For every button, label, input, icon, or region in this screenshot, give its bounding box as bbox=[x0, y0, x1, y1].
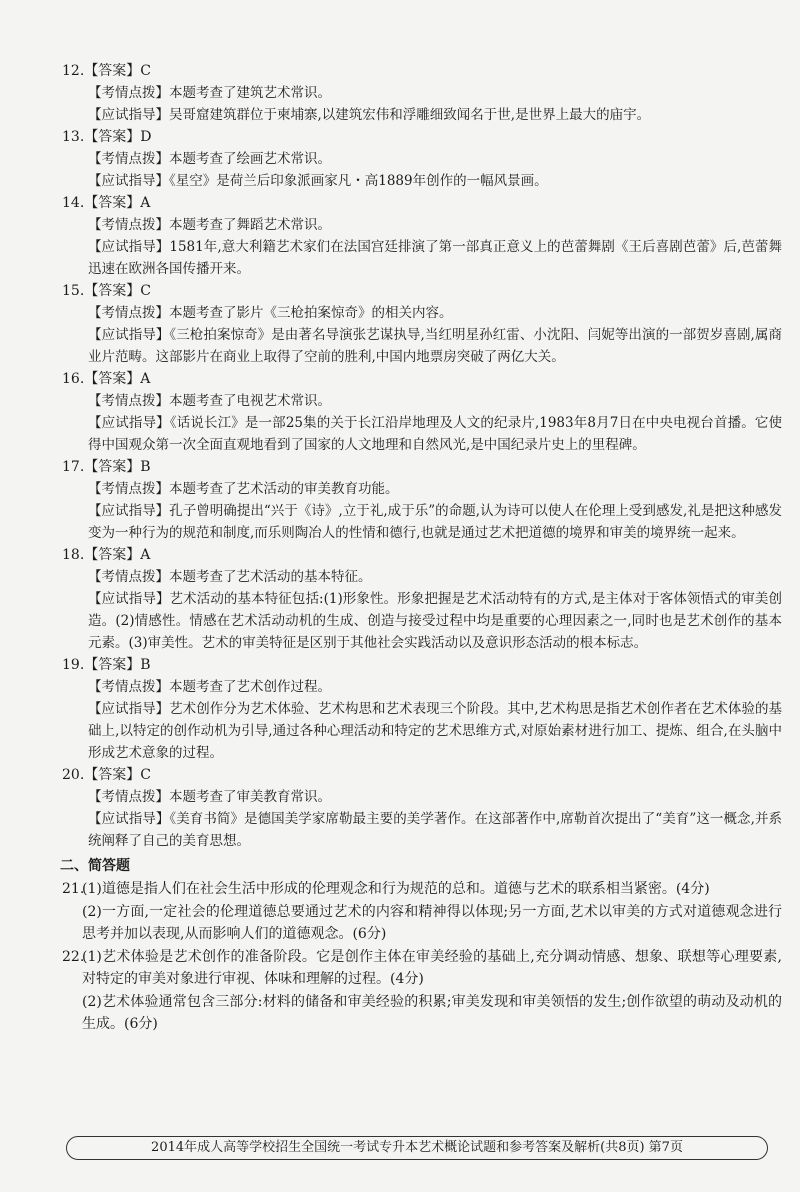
exam-points: 【考情点拨】本题考查了舞蹈艺术常识。 bbox=[88, 217, 331, 233]
section-title: 二、简答题 bbox=[60, 858, 130, 874]
answer: 【答案】B bbox=[84, 459, 151, 475]
exam-points: 【考情点拨】本题考查了艺术创作过程。 bbox=[88, 679, 331, 695]
exam-guide: 【应试指导】孔子曾明确提出“兴于《诗》,立于礼,成于乐”的命题,认为诗可以使人在伦理上受到感发,礼是把这种感发变为一种行为的规范和制度,而乐则陶冶人的性情和德行,也就是通过艺术把道德的境界和审美的境界统一起来。 bbox=[88, 503, 782, 541]
exam-guide: 【应试指导】吴哥窟建筑群位于柬埔寨,以建筑宏伟和浮雕细致闻名于世,是世界上最大的庙宇。 bbox=[88, 107, 651, 123]
question-number: 21. bbox=[62, 881, 85, 897]
page-footer: 2014年成人高等学校招生全国统一考试专升本艺术概论试题和参考答案及解析(共8页) 第7页 bbox=[66, 1136, 768, 1160]
answer-part: (2)艺术体验通常包含三部分:材料的储备和审美经验的积累;审美发现和审美领悟的发生;创作欲望的萌动及动机的生成。(6分) bbox=[82, 993, 782, 1032]
exam-points: 【考情点拨】本题考查了建筑艺术常识。 bbox=[88, 85, 331, 101]
exam-guide: 【应试指导】艺术创作分为艺术体验、艺术构思和艺术表现三个阶段。其中,艺术构思是指艺术创作者在艺术体验的基础上,以特定的创作动机为引导,通过各种心理活动和特定的艺术思维方式,对原始素材进行加工、提炼、组合,在头脑中形成艺术意象的过程。 bbox=[88, 701, 783, 761]
question-15 bbox=[62, 280, 782, 368]
exam-guide: 【应试指导】《三枪拍案惊奇》是由著名导演张艺谋执导,当红明星孙红雷、小沈阳、闫妮等出演的一部贺岁喜剧,属商业片范畴。这部影片在商业上取得了空前的胜利,中国内地票房突破了两亿大关。 bbox=[88, 327, 782, 365]
question-16 bbox=[62, 368, 782, 456]
exam-guide: 【应试指导】《话说长江》是一部25集的关于长江沿岸地理及人文的纪录片,1983年8月7日在中央电视台首播。它使得中国观众第一次全面直观地看到了国家的人文地理和自然风光,是中国纪录片史上的里程碑。 bbox=[88, 415, 782, 453]
question-20 bbox=[62, 764, 782, 852]
exam-points: 【考情点拨】本题考查了影片《三枪拍案惊奇》的相关内容。 bbox=[88, 305, 453, 321]
answer: 【答案】C bbox=[84, 767, 151, 783]
exam-guide: 【应试指导】《星空》是荷兰后印象派画家凡・高1889年创作的一幅风景画。 bbox=[88, 173, 548, 189]
answer-part: (2)一方面,一定社会的伦理道德总要通过艺术的内容和精神得以体现;另一方面,艺术以审美的方式对道德观念进行思考并加以表现,从而影响人们的道德观念。(6分) bbox=[82, 903, 782, 942]
question-number: 16. bbox=[62, 371, 85, 387]
exam-guide: 【应试指导】《美育书简》是德国美学家席勒最主要的美学著作。在这部著作中,席勒首次提出了“美育”这一概念,并系统阐释了自己的美育思想。 bbox=[88, 811, 783, 849]
question-19 bbox=[62, 654, 782, 764]
exam-points: 【考情点拨】本题考查了艺术活动的基本特征。 bbox=[88, 569, 372, 585]
short-answer-22 bbox=[62, 946, 782, 1036]
answer: 【答案】A bbox=[84, 547, 151, 563]
question-18 bbox=[62, 544, 782, 654]
question-number: 15. bbox=[62, 283, 85, 299]
answer: 【答案】C bbox=[84, 283, 151, 299]
exam-points: 【考情点拨】本题考查了绘画艺术常识。 bbox=[88, 151, 331, 167]
answer-part: (1)艺术体验是艺术创作的准备阶段。它是创作主体在审美经验的基础上,充分调动情感、想象、联想等心理要素,对特定的审美对象进行审视、体味和理解的过程。(4分) bbox=[82, 948, 782, 987]
answer: 【答案】C bbox=[84, 63, 151, 79]
answer-part: (1)道德是指人们在社会生活中形成的伦理观念和行为规范的总和。道德与艺术的联系相当紧密。(4分) bbox=[82, 881, 710, 897]
answer: 【答案】A bbox=[84, 195, 151, 211]
question-12 bbox=[62, 60, 782, 126]
exam-points: 【考情点拨】本题考查了审美教育常识。 bbox=[88, 789, 331, 805]
question-number: 14. bbox=[62, 195, 85, 211]
question-number: 22. bbox=[62, 948, 85, 965]
answer: 【答案】B bbox=[84, 657, 151, 673]
question-number: 20. bbox=[62, 767, 85, 783]
answer: 【答案】D bbox=[84, 129, 152, 145]
exam-points: 【考情点拨】本题考查了电视艺术常识。 bbox=[88, 393, 331, 409]
short-answer-21 bbox=[62, 878, 782, 946]
exam-points: 【考情点拨】本题考查了艺术活动的审美教育功能。 bbox=[88, 481, 399, 497]
exam-guide: 【应试指导】1581年,意大利籍艺术家们在法国宫廷排演了第一部真正意义上的芭蕾舞剧《王后喜剧芭蕾》后,芭蕾舞迅速在欧洲各国传播开来。 bbox=[88, 239, 782, 277]
question-number: 12. bbox=[62, 63, 85, 79]
question-number: 17. bbox=[62, 459, 85, 475]
answer: 【答案】A bbox=[84, 371, 151, 387]
question-17 bbox=[62, 456, 782, 544]
exam-guide: 【应试指导】艺术活动的基本特征包括:(1)形象性。形象把握是艺术活动特有的方式,是主体对于客体领悟式的审美创造。(2)情感性。情感在艺术活动动机的生成、创造与接受过程中均是重要的心理因素之一,同时也是艺术创作的基本元素。(3)审美性。艺术的审美特征是区别于其他社会实践活动以及意识形态活动的根本标志。 bbox=[88, 591, 782, 651]
question-number: 19. bbox=[62, 657, 85, 673]
question-number: 13. bbox=[62, 129, 85, 145]
question-14 bbox=[62, 192, 782, 280]
question-13 bbox=[62, 126, 782, 192]
question-number: 18. bbox=[62, 547, 85, 563]
answer-page bbox=[62, 60, 782, 1036]
